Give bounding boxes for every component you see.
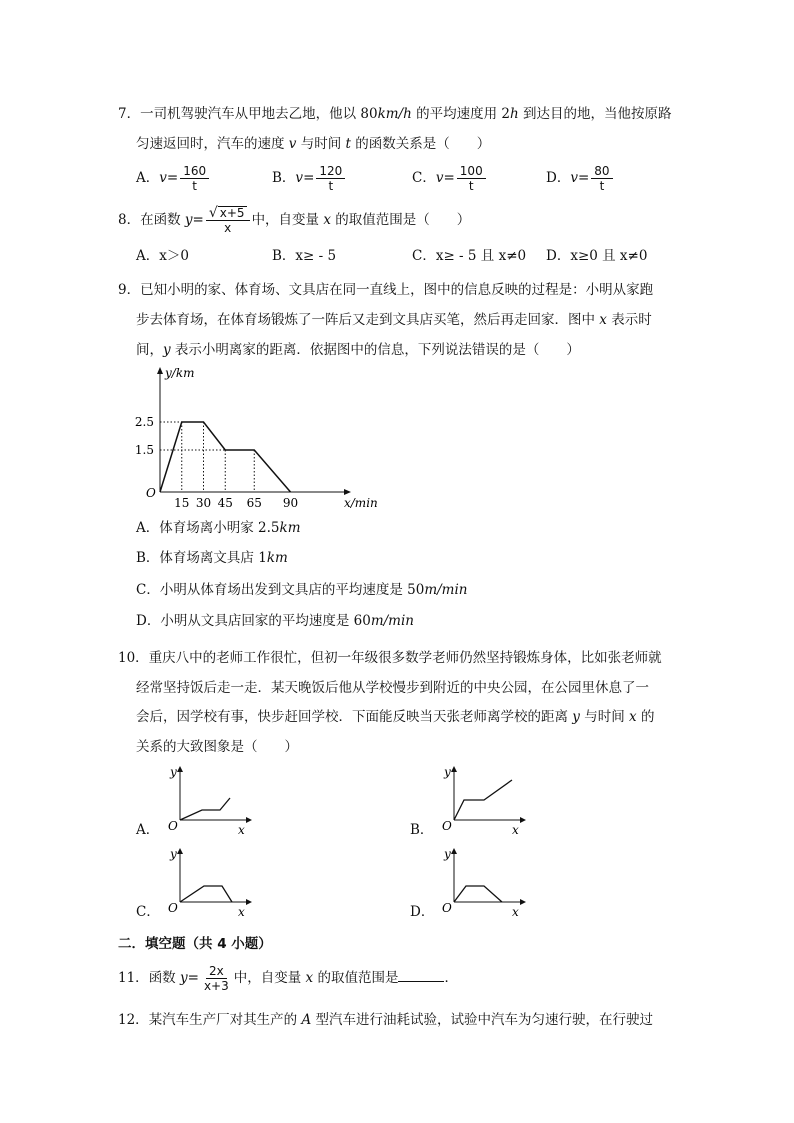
sqrt-icon: √ x+5 <box>208 205 245 221</box>
graph-line <box>454 780 512 820</box>
x-label: x <box>512 823 519 836</box>
x-tick-label: 15 <box>174 496 190 510</box>
q10-line4: 关系的大致图象是（ ） <box>136 739 298 755</box>
q9-number: 9． <box>118 282 141 298</box>
y-label: y <box>444 765 451 779</box>
q10-graph-a[interactable] <box>160 764 255 836</box>
q7-line1: 7．一司机驾驶汽车从甲地去乙地，他以 80km/h 的平均速度用 2h 到达目的地，当他按原路 <box>118 106 672 122</box>
origin-label: O <box>442 901 452 915</box>
q9-option-d[interactable]: D．小明从文具店回家的平均速度是 60m/min <box>136 613 414 629</box>
origin-label: O <box>168 819 178 833</box>
q10-graph-b[interactable] <box>434 764 529 836</box>
graph-line <box>180 886 232 902</box>
x-tick-label: 45 <box>217 496 233 510</box>
q8-option-d[interactable]: D．x≥0 且 x≠0 <box>546 248 648 264</box>
q8-stem: 8．在函数 y= √ x+5 x 中，自变量 x 的取值范围是（ ） <box>118 205 471 235</box>
x-arrow-icon <box>246 899 252 905</box>
x-arrow-icon <box>246 817 252 823</box>
x-arrow-icon <box>520 899 526 905</box>
y-arrow-icon <box>177 848 183 854</box>
q12-number: 12． <box>118 1012 149 1028</box>
q7-option-b[interactable]: B．v= $\frac{120}{t}$ <box>272 162 347 194</box>
q10-graph-c[interactable] <box>160 846 255 918</box>
q8-number: 8． <box>118 212 141 228</box>
q8-fraction: √ x+5 x <box>206 206 250 235</box>
x-tick-label: 30 <box>195 496 212 510</box>
q10-option-c-label[interactable]: C． <box>136 904 160 920</box>
q7-d-fraction: $\frac{80}{t}$ <box>591 164 612 193</box>
y-label: y <box>170 847 177 861</box>
graph-line <box>454 886 502 902</box>
q10-line1: 10．重庆八中的老师工作很忙，但初一年级很多数学老师仍然坚持锻炼身体，比如张老师就 <box>118 650 662 666</box>
q10-option-b-label[interactable]: B． <box>410 822 434 838</box>
y-axis-arrow-icon <box>157 367 163 374</box>
q7-option-a[interactable]: A．v= $\frac{160}{t}$ <box>136 162 211 194</box>
section-title: 二．填空题（共 4 小题） <box>118 936 272 952</box>
origin-label: O <box>168 901 178 915</box>
q10-number: 10． <box>118 650 149 666</box>
q9-option-a[interactable]: A．体育场离小明家 2.5km <box>136 520 301 536</box>
q7-a-fraction: $\frac{160}{t}$ <box>180 164 209 193</box>
answer-blank[interactable] <box>398 967 444 982</box>
q10-graph-d[interactable] <box>434 846 529 918</box>
x-label: x <box>512 905 519 918</box>
q10-option-a-label[interactable]: A． <box>136 822 160 838</box>
q10-line3: 会后，因学校有事，快步赶回学校．下面能反映当天张老师离学校的距离 y 与时间 x 的 <box>136 709 655 725</box>
q11-number: 11． <box>118 970 149 986</box>
q7-option-c[interactable]: C．v= $\frac{100}{t}$ <box>412 162 488 194</box>
y-tick-label: 1.5 <box>134 443 154 457</box>
y-arrow-icon <box>451 766 457 772</box>
q9-option-c[interactable]: C．小明从体育场出发到文具店的平均速度是 50m/min <box>136 582 468 598</box>
x-tick-label: 90 <box>282 496 299 510</box>
x-label: x <box>238 905 245 918</box>
q7-b-fraction: $\frac{120}{t}$ <box>316 164 345 193</box>
q9-line3: 间，y 表示小明离家的距离．依据图中的信息，下列说法错误的是（ ） <box>136 342 580 358</box>
origin-label: O <box>146 486 156 500</box>
graph-line <box>180 798 230 820</box>
q9-line2: 步去体育场，在体育场锻炼了一阵后又走到文具店买笔，然后再走回家．图中 x 表示时 <box>136 312 652 328</box>
y-arrow-icon <box>177 766 183 772</box>
x-axis-arrow-icon <box>344 489 351 495</box>
q9-option-b[interactable]: B．体育场离文具店 1km <box>136 550 288 566</box>
y-label: y <box>170 765 177 779</box>
q10-line2: 经常坚持饭后走一走．某天晚饭后他从学校慢步到附近的中央公园，在公园里休息了一 <box>136 680 649 696</box>
q11-stem: 11．函数 y= $\frac{2x}{x+3}$ 中，自变量 x 的取值范围是 ． <box>118 964 458 993</box>
y-arrow-icon <box>451 848 457 854</box>
y-label: y <box>444 847 451 861</box>
q9-distance-time-chart <box>128 362 388 517</box>
q11-fraction: $\frac{2x}{x+3}$ <box>203 964 229 993</box>
q8-option-b[interactable]: B．x≥ - 5 <box>272 248 337 264</box>
q7-option-d[interactable]: D．v= $\frac{80}{t}$ <box>546 162 615 194</box>
q12-line1: 12．某汽车生产厂对其生产的 A 型汽车进行油耗试验，试验中汽车为匀速行驶，在行驶过 <box>118 1012 654 1028</box>
origin-label: O <box>442 819 452 833</box>
q9-line1: 9．已知小明的家、体育场、文具店在同一直线上，图中的信息反映的过程是：小明从家跑 <box>118 282 654 298</box>
q7-c-fraction: $\frac{100}{t}$ <box>457 164 486 193</box>
q10-option-d-label[interactable]: D． <box>410 904 435 920</box>
x-axis-label: x/min <box>344 496 378 510</box>
q8-option-c[interactable]: C．x≥ - 5 且 x≠0 <box>412 248 527 264</box>
x-arrow-icon <box>520 817 526 823</box>
q8-option-a[interactable]: A．x＞0 <box>136 248 189 264</box>
x-label: x <box>238 823 245 836</box>
x-tick-label: 65 <box>246 496 262 510</box>
y-axis-label: y/km <box>165 366 195 380</box>
q7-line2: 匀速返回时，汽车的速度 v 与时间 t 的函数关系是（ ） <box>136 136 491 152</box>
q7-number: 7． <box>118 106 141 122</box>
y-tick-label: 2.5 <box>134 415 154 429</box>
